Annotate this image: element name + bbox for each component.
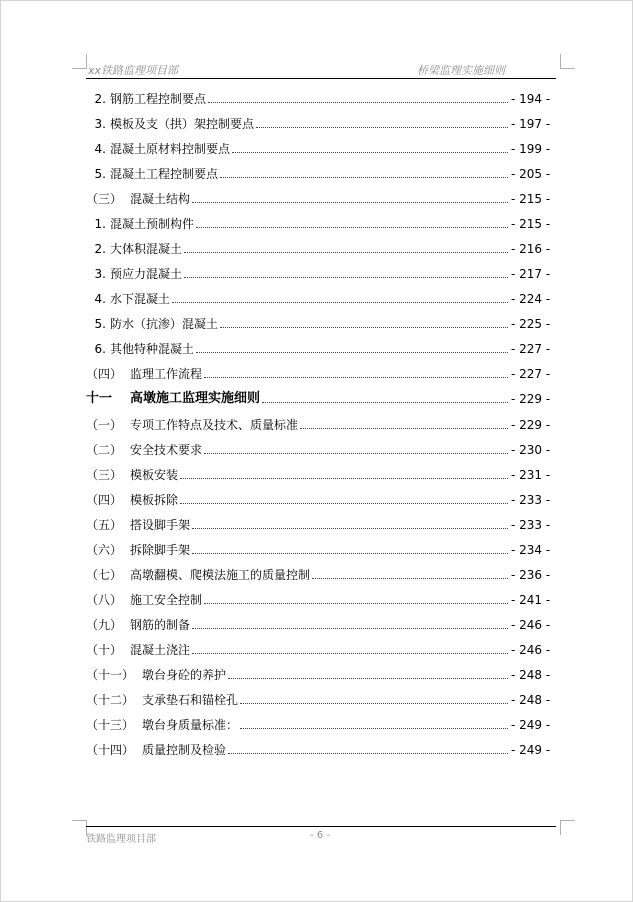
toc-dot-leader <box>180 502 508 504</box>
toc-entry[interactable] <box>0 462 559 482</box>
toc-entry-page: - 217 - <box>511 267 551 281</box>
toc-entry-number: （十一） <box>86 668 135 682</box>
toc-entry[interactable] <box>0 86 559 106</box>
toc-entry-number: 3. <box>94 117 106 131</box>
toc-entry[interactable] <box>0 261 559 281</box>
toc-entry-number: （二） <box>86 443 123 457</box>
toc-dot-leader <box>204 602 508 604</box>
toc-entry-title: 施工安全控制 <box>130 593 203 607</box>
toc-entry[interactable] <box>0 336 559 356</box>
toc-entry-number: 5. <box>94 317 106 331</box>
toc-entry-number: 4. <box>94 292 106 306</box>
toc-entry[interactable] <box>0 612 559 632</box>
footer-page-number: - 6 - <box>310 830 330 841</box>
toc-entry-number: 2. <box>94 92 106 106</box>
toc-entry-page: - 224 - <box>511 292 551 306</box>
toc-entry-title: 模板安装 <box>130 468 179 482</box>
toc-entry-title: 大体积混凝土 <box>110 242 183 256</box>
toc-entry[interactable] <box>0 587 559 607</box>
toc-entry-page: - 246 - <box>511 618 551 632</box>
toc-entry-page: - 234 - <box>511 543 551 557</box>
toc-entry-title: 混凝土预制构件 <box>110 217 195 231</box>
toc-entry[interactable] <box>0 361 559 381</box>
toc-entry-page: - 215 - <box>511 192 551 206</box>
toc-entry-number: 6. <box>94 342 106 356</box>
header-right-text: 桥梁监理实施细则 <box>417 64 505 77</box>
toc-entry-number: （六） <box>86 543 123 557</box>
toc-entry-page: - 249 - <box>511 718 551 732</box>
toc-dot-leader <box>204 452 508 454</box>
toc-dot-leader <box>232 151 508 153</box>
toc-entry-title: 高墩施工监理实施细则 <box>130 391 261 406</box>
toc-entry-title: 混凝土结构 <box>130 192 191 206</box>
toc-dot-leader <box>192 527 508 529</box>
toc-dot-leader <box>204 376 508 378</box>
toc-entry[interactable] <box>0 487 559 507</box>
toc-entry-number: （十） <box>86 643 123 657</box>
toc-entry-number: 5. <box>94 167 106 181</box>
toc-entry-page: - 236 - <box>511 568 551 582</box>
toc-entry-title: 专项工作特点及技术、质量标准 <box>130 418 299 432</box>
toc-entry-number: 十一 <box>86 391 113 406</box>
corner-mark-top-left <box>72 54 87 69</box>
toc-entry[interactable] <box>0 512 559 532</box>
toc-entry-title: 混凝土浇注 <box>130 643 191 657</box>
toc-entry-title: 防水（抗渗）混凝土 <box>110 317 219 331</box>
toc-dot-leader <box>228 677 508 679</box>
toc-entry[interactable] <box>0 437 559 457</box>
toc-entry-number: 4. <box>94 142 106 156</box>
toc-dot-leader <box>180 477 508 479</box>
toc-entry-number: （七） <box>86 568 123 582</box>
toc-entry[interactable] <box>0 186 559 206</box>
toc-dot-leader <box>196 226 508 228</box>
toc-entry[interactable] <box>0 311 559 331</box>
toc-entry-number: （十四） <box>86 743 135 757</box>
toc-entry-page: - 233 - <box>511 493 551 507</box>
toc-entry-page: - 229 - <box>511 418 551 432</box>
toc-entry-number: （一） <box>86 418 123 432</box>
toc-dot-leader <box>300 427 508 429</box>
toc-entry-title: 钢筋工程控制要点 <box>110 92 207 106</box>
toc-entry-title: 模板及支（拱）架控制要点 <box>110 117 255 131</box>
toc-dot-leader <box>240 727 508 729</box>
toc-entry[interactable] <box>0 136 559 156</box>
toc-entry-page: - 215 - <box>511 217 551 231</box>
corner-mark-bottom-left <box>72 820 87 835</box>
toc-entry[interactable] <box>0 637 559 657</box>
toc-entry[interactable] <box>0 386 559 406</box>
toc-entry-number: 1. <box>94 217 106 231</box>
toc-entry-title: 水下混凝土 <box>110 292 171 306</box>
toc-entry-title: 墩台身质量标准： <box>142 718 239 732</box>
toc-dot-leader <box>172 301 508 303</box>
toc-entry-title: 高墩翻模、爬模法施工的质量控制 <box>130 568 311 582</box>
toc-entry-title: 安全技术要求 <box>130 443 203 457</box>
toc-entry[interactable] <box>0 111 559 131</box>
toc-dot-leader <box>208 101 508 103</box>
toc-entry-number: （十三） <box>86 718 135 732</box>
toc-entry-page: - 249 - <box>511 743 551 757</box>
toc-dot-leader <box>256 126 508 128</box>
toc-entry-number: （八） <box>86 593 123 607</box>
toc-entry-title: 搭设脚手架 <box>130 518 191 532</box>
footer-left-text: 铁路监理项目部 <box>86 834 156 845</box>
toc-entry-page: - 225 - <box>511 317 551 331</box>
toc-entry-number: （三） <box>86 468 123 482</box>
toc-entry-title: 质量控制及检验 <box>142 743 227 757</box>
toc-entry-page: - 248 - <box>511 668 551 682</box>
toc-entry-title: 拆除脚手架 <box>130 543 191 557</box>
toc-entry-page: - 241 - <box>511 593 551 607</box>
toc-entry-title: 墩台身砼的养护 <box>142 668 227 682</box>
toc-dot-leader <box>192 652 508 654</box>
toc-dot-leader <box>192 627 508 629</box>
header-rule <box>86 78 556 79</box>
toc-entry-page: - 205 - <box>511 167 551 181</box>
toc-dot-leader <box>192 201 508 203</box>
toc-entry-page: - 233 - <box>511 518 551 532</box>
toc-dot-leader <box>196 351 508 353</box>
toc-entry-number: （五） <box>86 518 123 532</box>
toc-entry-number: （九） <box>86 618 123 632</box>
toc-entry-title: 混凝土工程控制要点 <box>110 167 219 181</box>
toc-dot-leader <box>220 326 508 328</box>
toc-entry[interactable] <box>0 712 559 732</box>
toc-entry[interactable] <box>0 412 559 432</box>
toc-dot-leader <box>228 752 508 754</box>
toc-entry-number: 3. <box>94 267 106 281</box>
corner-mark-bottom-right <box>560 820 575 835</box>
toc-entry-page: - 194 - <box>511 92 551 106</box>
toc-entry-title: 钢筋的制备 <box>130 618 191 632</box>
toc-dot-leader <box>220 176 508 178</box>
toc-dot-leader <box>184 276 508 278</box>
toc-entry-number: （三） <box>86 192 123 206</box>
toc-entry-page: - 230 - <box>511 443 551 457</box>
toc-entry-page: - 199 - <box>511 142 551 156</box>
toc-dot-leader <box>312 577 508 579</box>
toc-entry[interactable] <box>0 161 559 181</box>
toc-dot-leader <box>262 401 508 403</box>
toc-entry[interactable] <box>0 662 559 682</box>
toc-entry[interactable] <box>0 236 559 256</box>
toc-entry-page: - 246 - <box>511 643 551 657</box>
toc-dot-leader <box>192 552 508 554</box>
toc-entry[interactable] <box>0 537 559 557</box>
toc-entry-number: （四） <box>86 493 123 507</box>
toc-entry-title: 混凝土原材料控制要点 <box>110 142 231 156</box>
toc-entry-page: - 216 - <box>511 242 551 256</box>
toc-entry[interactable] <box>0 562 559 582</box>
toc-entry-title: 支承垫石和锚栓孔 <box>142 693 239 707</box>
toc-entry[interactable] <box>0 286 559 306</box>
toc-entry-number: 2. <box>94 242 106 256</box>
toc-entry-page: - 248 - <box>511 693 551 707</box>
toc-entry-title: 监理工作流程 <box>130 367 203 381</box>
toc-dot-leader <box>184 251 508 253</box>
toc-entry-title: 模板拆除 <box>130 493 179 507</box>
toc-entry-page: - 197 - <box>511 117 551 131</box>
toc-entry-title: 预应力混凝土 <box>110 267 183 281</box>
footer-rule <box>86 826 556 827</box>
toc-entry-page: - 227 - <box>511 342 551 356</box>
toc-entry-number: （十二） <box>86 693 135 707</box>
header-left-text: xx铁路监理项目部 <box>88 64 179 77</box>
toc-entry-page: - 231 - <box>511 468 551 482</box>
toc-entry[interactable] <box>0 687 559 707</box>
toc-entry-number: （四） <box>86 367 123 381</box>
toc-entry[interactable] <box>0 737 559 757</box>
toc-entry-page: - 227 - <box>511 367 551 381</box>
corner-mark-top-right <box>560 54 575 69</box>
toc-entry-page: - 229 - <box>511 392 551 406</box>
toc-entry[interactable] <box>0 211 559 231</box>
toc-entry-title: 其他特种混凝土 <box>110 342 195 356</box>
toc-dot-leader <box>240 702 508 704</box>
